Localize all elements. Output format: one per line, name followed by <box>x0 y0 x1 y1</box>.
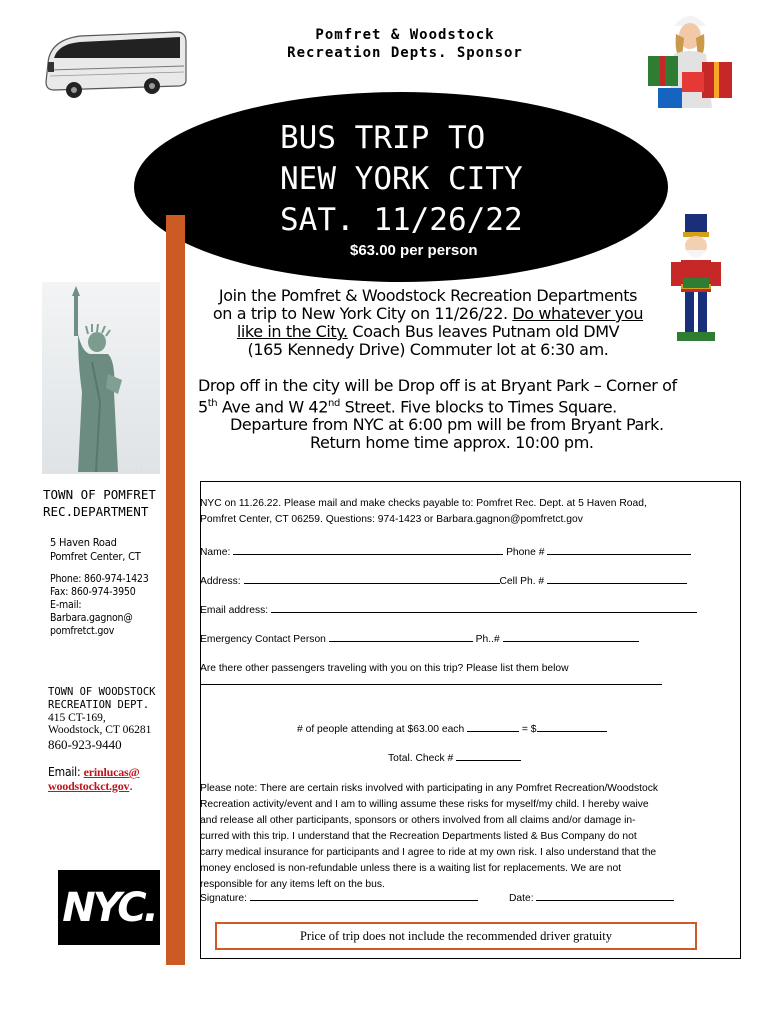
waiver-line: and release all other participants, sponsors or others involved from all claims and/or damage in- <box>200 815 636 826</box>
waiver-line: carry medical insurance for participants and I agree to ride at my own risk. I also understand that the <box>200 847 657 858</box>
check-number-label: Total. Check # <box>388 753 457 764</box>
dropoff-details <box>198 377 708 452</box>
woodstock-email-link-1[interactable]: erinlucas@ <box>83 765 140 779</box>
pomfret-title-line-1: TOWN OF POMFRET <box>43 487 156 502</box>
woodstock-email-label: Email: <box>48 765 84 779</box>
drop-text-c: Street. Five blocks to Times Square. <box>339 397 617 417</box>
gratuity-note: Price of trip does not include the recommended driver gratuity <box>215 922 697 950</box>
price-per-person: $63.00 per person <box>350 242 478 259</box>
email-field[interactable] <box>271 603 697 613</box>
name-field[interactable] <box>233 545 503 555</box>
email-row <box>200 603 697 619</box>
sponsor-line-1: Pomfret & Woodstock <box>315 27 495 43</box>
drop-line-4: Return home time approx. 10:00 pm. <box>310 433 594 453</box>
intro-line-2 <box>198 305 658 323</box>
signature-field[interactable] <box>250 891 478 901</box>
risk-waiver <box>200 781 730 893</box>
woodstock-dept-title <box>48 686 155 712</box>
drop-sup-2: nd <box>328 398 340 409</box>
woodstock-address-line-1: 415 CT-169, <box>48 712 106 724</box>
form-intro-line-1: NYC on 11.26.22. Please mail and make checks payable to: Pomfret Rec. Dept. at 5 Haven Road, <box>200 498 647 509</box>
date-label: Date: <box>509 893 537 904</box>
date-row <box>509 891 674 907</box>
pomfret-fax: Fax: 860-974-3950 <box>50 586 136 598</box>
pomfret-address <box>50 536 141 564</box>
statue-of-liberty-image <box>42 282 160 474</box>
headline-line-2: NEW YORK CITY <box>280 161 523 197</box>
pomfret-title-line-2: REC.DEPARTMENT <box>43 504 149 519</box>
pomfret-contact <box>50 573 149 638</box>
name-row <box>200 545 691 561</box>
check-number-field[interactable] <box>456 751 521 761</box>
woodstock-email-link-2[interactable]: woodstockct.gov <box>48 779 130 793</box>
drop-text-a: 5 <box>198 397 208 417</box>
emergency-contact-label: Emergency Contact Person <box>200 634 329 645</box>
drop-text-b: Ave and W 42 <box>217 397 328 417</box>
waiver-line: money enclosed is non-refundable unless there is a waiting list for replacements. We are not <box>200 863 622 874</box>
woodstock-phone: 860-923-9440 <box>48 737 122 752</box>
passengers-row <box>200 675 662 691</box>
headline-line-3: SAT. 11/26/22 <box>280 202 523 238</box>
intro-line-3 <box>198 323 658 341</box>
phone-label: Phone # <box>503 547 548 558</box>
shopper-with-gifts-image <box>640 8 740 113</box>
drop-sup-1: th <box>207 398 218 409</box>
people-row <box>297 722 607 738</box>
name-label: Name: <box>200 547 234 558</box>
waiver-line: Recreation activity/event and I am to willing assume these risks for myself/my child. I hereby waive <box>200 799 649 810</box>
orange-divider-bar <box>166 215 185 965</box>
cell-field[interactable] <box>547 574 687 584</box>
waiver-line: curred with this trip. I understand that the Recreation Departments listed & Bus Company do not <box>200 831 637 842</box>
waiver-line: responsible for any items left on the bus. <box>200 879 385 890</box>
pomfret-phone: Phone: 860-974-1423 <box>50 573 149 585</box>
trip-description <box>198 287 658 359</box>
emergency-contact-field[interactable] <box>329 632 473 642</box>
total-row <box>388 751 521 767</box>
trip-headline <box>280 118 640 241</box>
waiver-line: Please note: There are certain risks involved with participating in any Pomfret Recreation/Woodstock <box>200 783 659 794</box>
phone-field[interactable] <box>547 545 691 555</box>
pomfret-address-line-2: Pomfret Center, CT <box>50 550 141 563</box>
emergency-row <box>200 632 639 648</box>
signature-row <box>200 891 478 907</box>
form-intro-line-2: Pomfret Center, CT 06259. Questions: 974-1423 or Barbara.gagnon@pomfretct.gov <box>200 514 583 525</box>
intro-line-4: (165 Kennedy Drive) Commuter lot at 6:30 am. <box>247 340 609 359</box>
woodstock-title-line-2: RECREATION DEPT. <box>48 699 150 711</box>
address-field[interactable] <box>244 574 500 584</box>
drop-line-3: Departure from NYC at 6:00 pm will be from Bryant Park. <box>230 415 664 435</box>
pomfret-address-line-1: 5 Haven Road <box>50 536 117 549</box>
address-label: Address: <box>200 576 244 587</box>
nutcracker-image <box>665 210 725 345</box>
signature-label: Signature: <box>200 893 250 904</box>
emergency-phone-label: Ph..# <box>472 634 503 645</box>
svg-text:·: · <box>140 466 142 472</box>
sponsor-heading <box>230 26 580 62</box>
people-count-field[interactable] <box>467 722 519 732</box>
woodstock-title-line-1: TOWN OF WOODSTOCK <box>48 686 156 698</box>
people-total-field[interactable] <box>537 722 607 732</box>
nyc-logo: NYC. <box>58 870 160 945</box>
drop-line-2 <box>198 395 708 416</box>
passengers-question: Are there other passengers traveling with you on this trip? Please list them below <box>200 663 569 674</box>
emergency-phone-field[interactable] <box>503 632 639 642</box>
email-label: Email address: <box>200 605 271 616</box>
pomfret-email-line-2: pomfretct.gov <box>50 625 115 637</box>
woodstock-email <box>48 765 139 793</box>
intro-underlined-text-2: like in the City. <box>236 322 348 341</box>
headline-line-1: BUS TRIP TO <box>280 120 486 156</box>
sponsor-line-2: Recreation Depts. Sponsor <box>287 45 523 61</box>
address-row <box>200 574 687 590</box>
bus-image <box>40 28 190 103</box>
drop-line-1: Drop off in the city will be Drop off is at Bryant Park – Corner of <box>198 376 677 395</box>
pomfret-email-line-1: Barbara.gagnon@ <box>50 612 133 624</box>
passengers-field[interactable] <box>200 675 662 685</box>
woodstock-email-end: . <box>129 779 133 793</box>
intro-line-3-text: Coach Bus leaves Putnam old DMV <box>347 322 620 341</box>
pomfret-dept-title <box>43 486 156 520</box>
date-field[interactable] <box>536 891 674 901</box>
woodstock-address-line-2: Woodstock, CT 06281 <box>48 724 152 736</box>
intro-line-1: Join the Pomfret & Woodstock Recreation Departments <box>218 286 638 305</box>
people-label: # of people attending at $63.00 each <box>297 724 468 735</box>
woodstock-address <box>48 712 151 736</box>
cell-label: Cell Ph. # <box>499 576 548 587</box>
people-total-label: = $ <box>519 724 537 735</box>
pomfret-email-label: E-mail: <box>50 599 82 611</box>
intro-line-2-text: on a trip to New York City on 11/26/22. <box>212 304 513 323</box>
intro-underlined-text-1: Do whatever you <box>512 304 644 323</box>
